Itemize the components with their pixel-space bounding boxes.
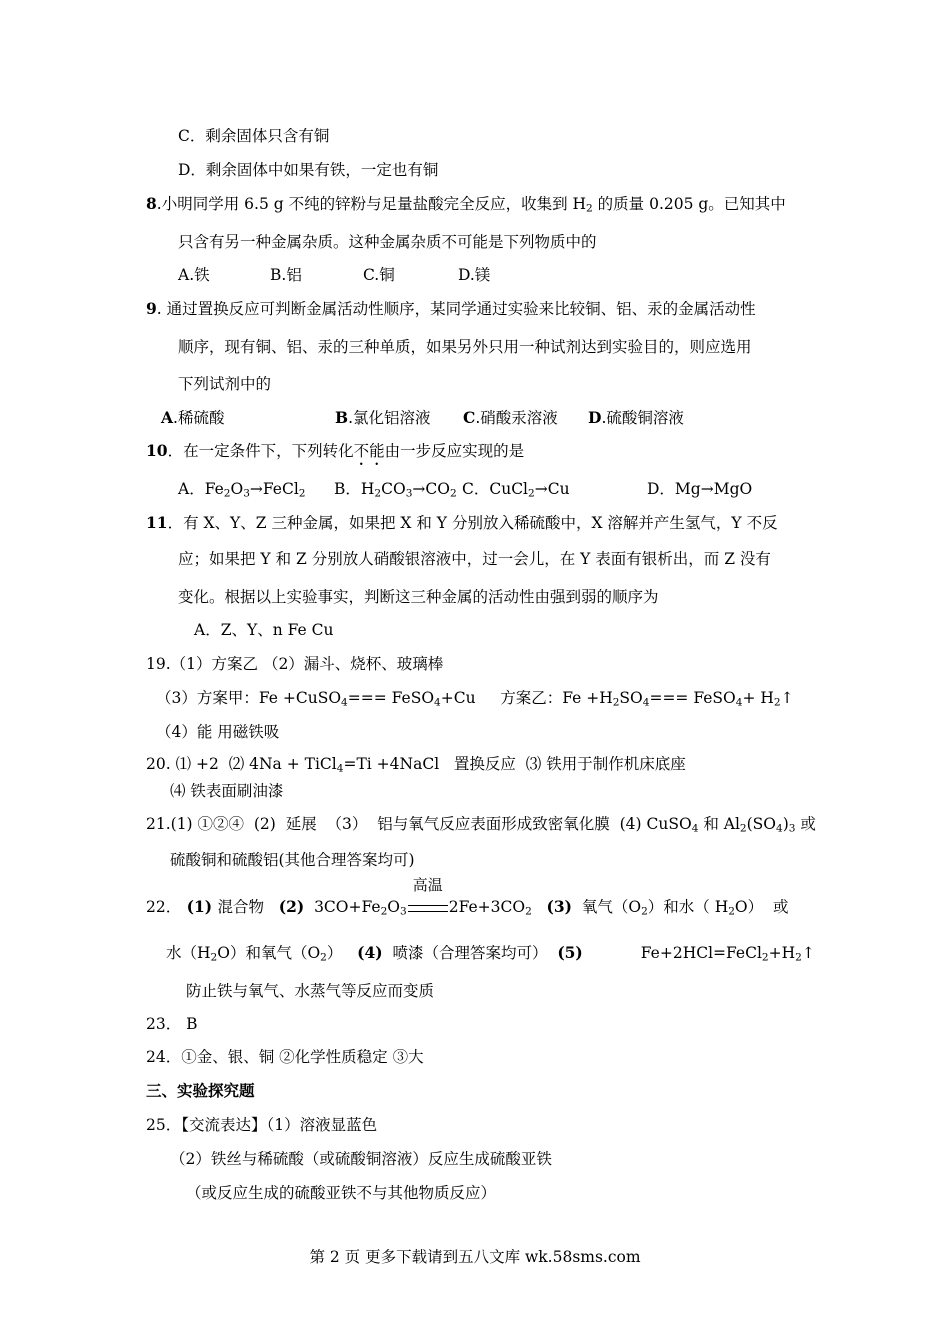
question-9-line1: [146, 299, 756, 319]
answer-21-line2: 硫酸铜和硫酸铝(其他合理答案均可): [170, 851, 415, 869]
condition-high-temp: 高温: [407, 897, 449, 917]
question-number: 9: [146, 299, 157, 318]
q9-option: D.硫酸铜溶液: [588, 408, 684, 427]
answer-25-line2: （2）铁丝与稀硫酸（或硫酸铜溶液）反应生成硫酸亚铁: [170, 1150, 552, 1168]
answer-24: 24．①金、银、铜 ②化学性质稳定 ③大: [146, 1048, 424, 1066]
question-11-option: A．Z、Y、n Fe Cu: [194, 621, 334, 639]
q10-text-a: ．在一定条件下，下列转化: [167, 442, 354, 460]
q8-option: B.铝: [270, 266, 302, 284]
question-number: 11: [146, 513, 168, 532]
answer-19-line3: （4）能 用磁铁吸: [156, 723, 280, 741]
question-8-line1: [146, 194, 786, 214]
answer-25-line1: 25．【交流表达】（1）溶液显蓝色: [146, 1116, 378, 1134]
q8-sub: 2: [586, 202, 593, 215]
question-9-line2: 顺序，现有铜、铝、汞的三种单质，如果另外只用一种试剂达到实验目的，则应选用: [178, 338, 752, 356]
q11-text: ．有 X、Y、Z 三种金属，如果把 X 和 Y 分别放入稀硫酸中，X 溶解并产生氢气，Y 不反: [167, 514, 778, 532]
page-footer: 第 2 页 更多下载请到五八文库 wk.58sms.com: [309, 1248, 641, 1266]
answer-21-line1: 21.(1) ①②④ (2) 延展 （3） 铝与氧气反应表面形成致密氧化膜 (4) CuSO$_4$ 和 $Al_2(SO_4)_3$ 或: [146, 815, 816, 835]
question-11-line2: 应；如果把 Y 和 Z 分别放人硝酸银溶液中，过一会儿，在 Y 表面有银析出，而 Z 没有: [178, 550, 771, 568]
answer-22-line2: 水$(H_2O)$和氧气$(O_2)$ (4) 喷漆（合理答案均可） (5) $Fe+2HCl=FeCl_2+H_2↑$: [166, 943, 815, 964]
q8-text-a: .小明同学用 6.5 g 不纯的锌粉与足量盐酸完全反应，收集到 H: [156, 195, 587, 213]
q8-text-c: 的质量 0.205 g。已知其中: [592, 195, 786, 213]
question-8-line2: 只含有另一种金属杂质。这种金属杂质不可能是下列物质中的: [178, 233, 597, 251]
answer-20-line1: 20. ⑴ +2 ⑵ 4Na + TiCl$_4$=Ti +4NaCl 置换反应 ⑶ 铁用于制作机床底座: [146, 755, 686, 775]
q9-option: A.稀硫酸: [161, 408, 225, 427]
q8-option: D.镁: [458, 266, 491, 284]
q10-option-d: D．Mg→MgO: [647, 480, 753, 498]
question-number: 10: [146, 441, 168, 460]
option-d-line: D．剩余固体中如果有铁，一定也有铜: [178, 161, 439, 179]
answer-22-line1: 22． (1) 混合物 (2) $3CO+Fe_2O_3$ 高温 $2Fe+3CO_2$ (3) 氧气$(O_2)$和水（ $H_2O$） 或: [146, 876, 789, 918]
answer-22-line3: 防止铁与氧气、水蒸气等反应而变质: [186, 982, 435, 1000]
q10-emphasis: 不能: [353, 442, 385, 460]
question-11-line3: 变化。根据以上实验事实，判断这三种金属的活动性由强到弱的顺序为: [178, 588, 659, 606]
question-9-options: [161, 408, 684, 428]
question-10-options: [178, 479, 752, 499]
q10-option-c: C．CuCl$_2$→Cu: [462, 480, 570, 500]
q10-text-b: 由一步反应实现的是: [384, 442, 525, 460]
question-9-line3: 下列试剂中的: [178, 375, 272, 393]
q8-option: A.铁: [178, 266, 210, 284]
q10-option-a: A．$Fe_2O_3\to FeCl_2$: [178, 480, 306, 500]
question-11-line1: [146, 513, 778, 533]
q10-option-b: B．$H_2CO_3\to CO_2$: [334, 480, 457, 500]
answer-19-line1: 19.（1）方案乙 （2）漏斗、烧杯、玻璃棒: [146, 655, 444, 673]
q9-text: . 通过置换反应可判断金属活动性顺序，某同学通过实验来比较铜、铝、汞的金属活动性: [156, 300, 756, 318]
option-c-line: C．剩余固体只含有铜: [178, 127, 330, 145]
q8-option: C.铜: [363, 266, 395, 284]
q9-option: B.氯化铝溶液: [335, 408, 431, 427]
q9-option: C.硝酸汞溶液: [463, 408, 558, 427]
question-number: 8: [146, 194, 157, 213]
answer-19-line2: （3）方案甲：Fe +CuSO$_4$=== FeSO$_4$+Cu 方案乙：$Fe +H_2SO_4===$ FeSO$_4$+ $H_2↑$: [156, 689, 794, 709]
answer-25-line3: （或反应生成的硫酸亚铁不与其他物质反应）: [186, 1184, 497, 1202]
answer-23: 23． B: [146, 1015, 198, 1033]
question-8-options: [178, 265, 490, 285]
section-3-heading: 三、实验探究题: [146, 1081, 255, 1100]
question-10-line1: [146, 441, 524, 469]
answer-20-line2: ⑷ 铁表面刷油漆: [170, 782, 284, 800]
